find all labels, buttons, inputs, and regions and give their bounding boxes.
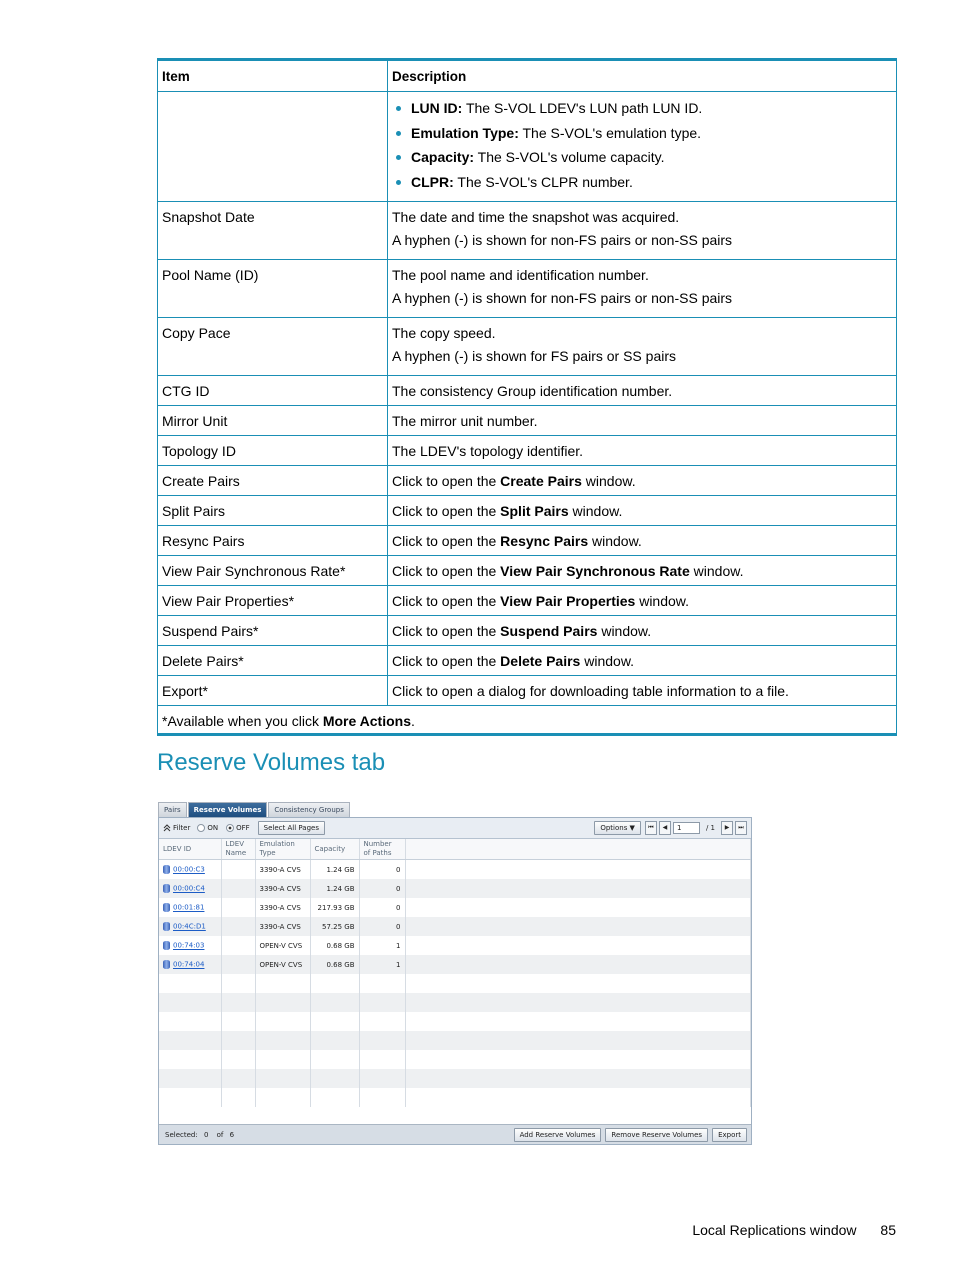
footnote-row [158,706,897,735]
footnote-text: *Available when you click [162,713,323,729]
item-cell: Pool Name (ID) [158,260,388,318]
remove-reserve-volumes-button[interactable]: Remove Reserve Volumes [605,1128,708,1142]
volume-icon [163,922,170,931]
bullet-text: The S-VOL's CLPR number. [453,173,633,190]
emulation-type: 3390-A CVS [255,917,310,936]
table-row [158,436,897,466]
table-row[interactable] [159,936,751,955]
emulation-type: 3390-A CVS [255,879,310,898]
item-cell: Topology ID [158,436,388,466]
bullet-term: LUN ID: [411,100,463,116]
table-row [158,318,897,376]
filter-on-option[interactable] [197,824,218,832]
next-page-icon[interactable]: ▶ [721,821,733,835]
volume-icon [163,960,170,969]
description-line: A hyphen (-) is shown for non-FS pairs or non-SS pairs [392,290,733,306]
list-item [392,145,892,170]
ldev-id-link[interactable] [159,917,221,936]
first-page-icon[interactable]: ⏮ [645,821,657,835]
description-line: The copy speed. [392,325,496,341]
select-all-pages-button[interactable]: Select All Pages [258,821,325,835]
col-emulation-type[interactable]: Emulation Type [255,839,310,860]
description-cell [388,92,897,202]
description-cell [388,496,897,526]
description-text: Click to open the [392,623,501,639]
item-cell: Resync Pairs [158,526,388,556]
window-name: Resync Pairs [500,533,589,549]
reserve-volumes-grid [159,839,751,1107]
description-text: window. [588,533,642,549]
table-row[interactable] [159,860,751,880]
description-line: A hyphen (-) is shown for non-FS pairs or non-SS pairs [392,232,733,248]
table-row[interactable] [159,898,751,917]
description-cell: The mirror unit number. [388,406,897,436]
ldev-id-link[interactable] [159,936,221,955]
bullet-term: CLPR: [411,173,454,190]
selection-count [165,1131,234,1139]
tab-pairs[interactable]: Pairs [158,802,187,817]
item-cell: Mirror Unit [158,406,388,436]
number-of-paths: 1 [359,955,405,974]
description-line: A hyphen (-) is shown for FS pairs or SS pairs [392,348,676,364]
description-text: Click to open the [392,473,501,489]
radio-on[interactable] [197,824,205,832]
description-text: Click to open the [392,533,501,549]
page-number: 85 [880,1222,896,1238]
description-cell [388,646,897,676]
table-row [158,202,897,260]
ldev-id[interactable]: 00:00:C3 [173,865,205,874]
tab-bar [158,802,351,817]
table-row [158,260,897,318]
item-cell: Snapshot Date [158,202,388,260]
number-of-paths: 1 [359,936,405,955]
volume-icon [163,941,170,950]
item-cell: Delete Pairs* [158,646,388,676]
emulation-type: 3390-A CVS [255,898,310,917]
action-buttons [514,1128,747,1142]
window-name: View Pair Properties [500,593,636,609]
empty-row [159,1012,751,1031]
description-cell [388,202,897,260]
capacity: 217.93 GB [310,898,359,917]
table-row[interactable] [159,917,751,936]
table-row [158,406,897,436]
bullet-list [392,96,892,194]
description-text: Click to open the [392,593,501,609]
col-ldev-id[interactable]: LDEV ID [159,839,221,860]
description-cell [388,616,897,646]
col-filler [405,839,751,860]
section-title: Reserve Volumes tab [157,749,386,776]
header-description: Description [388,60,897,92]
bullet-text: The S-VOL's volume capacity. [474,149,665,165]
number-of-paths: 0 [359,917,405,936]
emulation-type: 3390-A CVS [255,860,310,880]
capacity: 0.68 GB [310,936,359,955]
empty-row [159,974,751,993]
description-text: Click to open the [392,653,501,669]
item-cell: CTG ID [158,376,388,406]
tab-consistency-groups[interactable]: Consistency Groups [268,802,350,817]
ldev-name [221,898,255,917]
capacity: 1.24 GB [310,879,359,898]
table-row [158,376,897,406]
item-cell [158,92,388,202]
window-name: Suspend Pairs [500,623,598,639]
description-text: Click to open the [392,503,501,519]
window-name: Delete Pairs [500,653,581,669]
total-count: 6 [229,1130,235,1139]
table-row [158,586,897,616]
last-page-icon[interactable]: ⏭ [735,821,747,835]
table-row [158,496,897,526]
page-input[interactable]: 1 [673,822,700,834]
volume-icon [163,865,170,874]
list-item [392,170,892,195]
bullet-term: Emulation Type: [411,124,519,141]
col-number-of-paths[interactable]: Number of Paths [359,839,405,860]
selected-count: 0 [203,1130,209,1139]
item-cell: Suspend Pairs* [158,616,388,646]
capacity: 57.25 GB [310,917,359,936]
item-cell: View Pair Synchronous Rate* [158,556,388,586]
description-text: window. [581,473,636,489]
description-text: window. [568,503,623,519]
toolbar [159,818,751,839]
description-cell [388,466,897,496]
ldev-id-link[interactable] [159,879,221,898]
item-cell: Export* [158,676,388,706]
description-cell [388,586,897,616]
emulation-type: OPEN-V CVS [255,936,310,955]
empty-row [159,1031,751,1050]
description-line: The date and time the snapshot was acquired. [392,209,680,225]
prev-page-icon[interactable]: ◀ [659,821,671,835]
status-bar [159,1124,751,1144]
filter-toggle[interactable] [163,824,190,832]
filler-cell [405,936,751,955]
collapse-icon [163,824,171,832]
empty-row [159,1050,751,1069]
item-cell: Split Pairs [158,496,388,526]
reserve-volumes-screenshot [158,802,752,1145]
ldev-name [221,860,255,880]
description-cell [388,556,897,586]
ldev-id[interactable]: 00:4C:D1 [173,922,206,931]
page-total: / 1 [705,824,715,832]
add-reserve-volumes-button[interactable]: Add Reserve Volumes [514,1128,602,1142]
footer-title: Local Replications window [692,1222,857,1238]
filler-cell [405,955,751,974]
window-name: View Pair Synchronous Rate [500,563,690,579]
ldev-name [221,917,255,936]
table-row [158,556,897,586]
ldev-name [221,879,255,898]
emulation-type: OPEN-V CVS [255,955,310,974]
footnote-bold: More Actions [322,713,411,729]
empty-row [159,1069,751,1088]
ldev-name [221,936,255,955]
description-cell [388,260,897,318]
list-item [392,96,892,121]
volume-icon [163,903,170,912]
ldev-id-link[interactable] [159,860,221,880]
item-cell: Copy Pace [158,318,388,376]
capacity: 1.24 GB [310,860,359,880]
table-row[interactable] [159,879,751,898]
on-label: ON [207,824,219,832]
description-cell: The LDEV's topology identifier. [388,436,897,466]
ldev-id[interactable]: 00:74:03 [173,941,205,950]
col-capacity[interactable]: Capacity [310,839,359,860]
table-row [158,526,897,556]
description-cell [388,318,897,376]
ldev-name [221,955,255,974]
description-cell: Click to open a dialog for downloading table information to a file. [388,676,897,706]
footnote-text: . [411,713,415,729]
description-text: window. [635,593,690,609]
ldev-id-link[interactable] [159,898,221,917]
off-label: OFF [236,824,250,832]
description-line: The pool name and identification number. [392,267,649,283]
description-cell [388,526,897,556]
number-of-paths: 0 [359,860,405,880]
footnote-cell [158,706,897,735]
number-of-paths: 0 [359,879,405,898]
ldev-id[interactable]: 00:00:C4 [173,884,205,893]
ldev-id-link[interactable] [159,955,221,974]
description-text: window. [580,653,635,669]
window-name: Split Pairs [500,503,569,519]
tab-reserve-volumes[interactable]: Reserve Volumes [188,802,268,817]
description-text: Click to open the [392,563,501,579]
description-table [157,58,897,736]
description-text: window. [597,623,652,639]
filter-off-option[interactable] [226,824,250,832]
filler-cell [405,860,751,880]
list-item [392,121,892,146]
options-button[interactable]: Options ▼ [594,821,641,835]
of-label: of [216,1130,224,1139]
window-name: Create Pairs [500,473,582,489]
empty-row [159,993,751,1012]
table-row [158,92,897,202]
pagination [594,821,747,835]
empty-row [159,1088,751,1107]
header-item: Item [158,60,388,92]
item-cell: Create Pairs [158,466,388,496]
tab-panel [158,817,752,1145]
selected-label: Selected: [165,1130,198,1139]
number-of-paths: 0 [359,898,405,917]
filler-cell [405,879,751,898]
filler-cell [405,917,751,936]
table-row [158,676,897,706]
radio-off[interactable] [226,824,234,832]
bullet-text: The S-VOL's emulation type. [518,124,702,141]
export-button[interactable]: Export [712,1128,747,1142]
page-footer [692,1222,896,1238]
table-row [158,646,897,676]
capacity: 0.68 GB [310,955,359,974]
filter-label: Filter [173,824,191,832]
table-header-row [158,60,897,92]
description-cell: The consistency Group identification number. [388,376,897,406]
table-row[interactable] [159,955,751,974]
ldev-id[interactable]: 00:74:04 [173,960,205,969]
table-row [158,466,897,496]
filler-cell [405,898,751,917]
description-text: window. [689,563,744,579]
item-cell: View Pair Properties* [158,586,388,616]
bullet-text: The S-VOL LDEV's LUN path LUN ID. [462,100,703,116]
col-ldev-name[interactable]: LDEV Name [221,839,255,860]
grid-header-row [159,839,751,860]
ldev-id[interactable]: 00:01:81 [173,903,205,912]
bullet-term: Capacity: [411,149,475,165]
table-row [158,616,897,646]
volume-icon [163,884,170,893]
